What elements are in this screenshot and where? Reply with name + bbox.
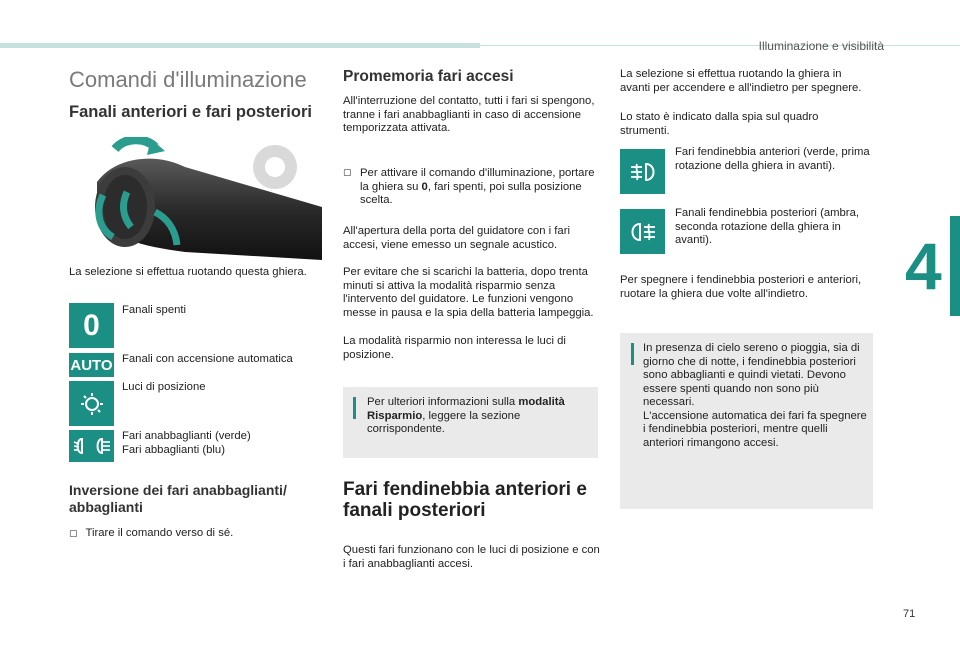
reminder-p1: All'interruzione del contatto, tutti i fari si spengono, tranne i fari anabbaglianti in caso di accensione temporizzata attivata. [343,95,595,134]
auto-icon: AUTO [69,353,114,377]
heading-fog: Fari fendinebbia anteriori e fanali posteriori [343,479,587,521]
bullet-marker-icon: ▢ [69,529,78,539]
info-savings-text [367,396,592,437]
item-dipped-label: Fari anabbaglianti (verde) [122,430,251,442]
fog-selection: La selezione si effettua ruotando la ghiera in avanti per accendere e all'indietro per spegnere. [620,68,862,94]
item-off-label: Fanali spenti [122,304,187,316]
header-bar [0,43,480,48]
front-fog-icon [620,149,665,194]
fog-p1: Questi fari funzionano con le luci di posizione e con i fari anabbaglianti accesi. [343,544,600,570]
item-auto-label: Fanali con accensione automatica [122,353,293,365]
off-icon: 0 [69,303,114,348]
bullet-activate [343,167,601,208]
chapter-number: 4 [905,229,942,303]
chapter-tab [950,216,960,316]
reminder-p2: All'apertura della porta del guidatore con i fari accesi, viene emesso un segnale acustico. [343,225,570,251]
heading-inversion: Inversione dei fari anabbaglianti/ abbaglianti [69,482,287,515]
info-fog-p2: L'accensione automatica dei fari fa spegnere i fendinebbia posteriori, mentre quelli anteriori rimangono accesi. [643,409,867,449]
page-number: 71 [903,608,916,620]
bullet-pull-text: Tirare il comando verso di sé. [85,527,234,539]
position-lights-icon [69,381,114,426]
bullet-activate-text [360,167,601,208]
info-savings-bold: modalità Risparmio [367,396,565,422]
info-savings-post: , leggere la sezione corrispondente. [367,409,521,435]
info-savings-pre: Per ulteriori informazioni sulla [367,396,519,408]
front-fog-label: Fari fendinebbia anteriori (verde, prima rotazione della ghiera in avanti). [675,146,870,172]
heading-headlights: Fanali anteriori e fari posteriori [69,103,312,121]
info-icon [631,343,634,365]
stalk-illustration [85,137,322,260]
section-title: Illuminazione e visibilità [758,39,884,53]
rear-fog-label: Fanali fendinebbia posteriori (ambra, seconda rotazione della ghiera in avanti). [675,207,859,246]
bullet-activate-pre: Per attivare il comando d'illuminazione, portare la ghiera su [360,167,595,193]
fog-status: Lo stato è indicato dalla spia sul quadro strumenti. [620,111,819,137]
item-beam-label [122,430,251,457]
bullet-marker-icon: ▢ [343,168,352,178]
reminder-p4: La modalità risparmio non interessa le luci di posizione. [343,335,566,361]
info-fog-text [643,342,868,450]
dipped-main-beam-icon [69,430,114,462]
reminder-p3: Per evitare che si scarichi la batteria, dopo trenta minuti si attiva la modalità risparmio senza l'intervento del guidatore. Le funzioni vengono messe in pausa e la spia della batteria lampeggia. [343,266,594,319]
bullet-activate-post: , fari spenti, poi sulla posizione scelta. [360,180,582,206]
page-title: Comandi d'illuminazione [69,67,307,92]
header-line [480,45,960,46]
fog-off-text: Per spegnere i fendinebbia posteriori e anteriori, ruotare la ghiera due volte all'indietro. [620,274,862,300]
rear-fog-icon [620,209,665,254]
item-main-label: Fari abbaglianti (blu) [122,443,225,456]
item-position-label: Luci di posizione [122,381,206,393]
selection-text: La selezione si effettua ruotando questa ghiera. [69,266,307,278]
bullet-activate-bold: 0 [421,180,428,193]
info-fog-p1: In presenza di cielo sereno o pioggia, sia di giorno che di notte, i fendinebbia posteriori sono abbaglianti e quindi vietati. Devono essere spenti quando non sono più necessari. [643,342,860,408]
info-icon [353,397,356,419]
bullet-pull-stalk [69,527,233,542]
heading-reminder: Promemoria fari accesi [343,68,514,85]
